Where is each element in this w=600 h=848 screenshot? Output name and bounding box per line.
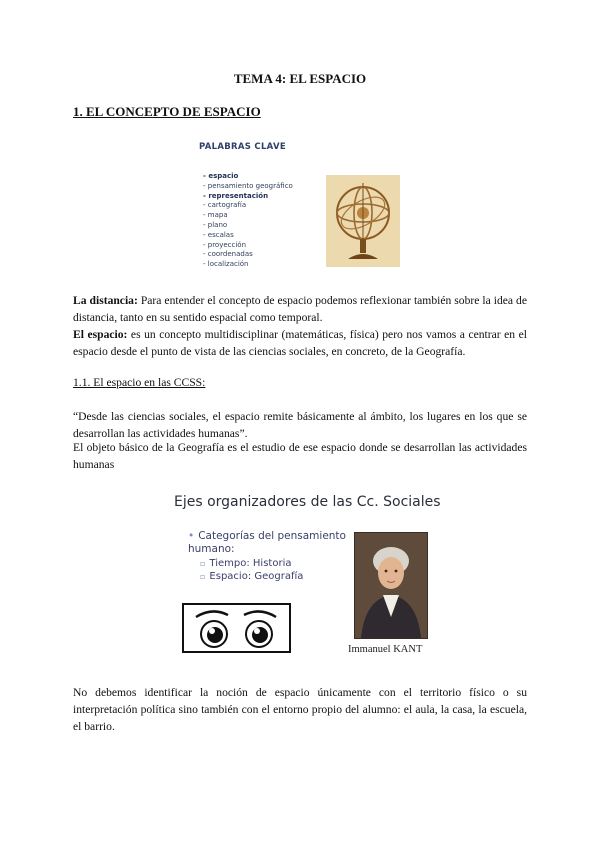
cartoon-eyes-image (182, 603, 291, 653)
closing-paragraph: No debemos identificar la noción de espacio únicamente con el territorio físico o su interpretación política sino también con el entorno propio del alumno: el aula, la casa, la escuela, el barrio. (73, 686, 527, 733)
keyword-item: - localización (203, 260, 293, 270)
distance-label: La distancia: (73, 294, 138, 307)
keyword-item: - proyección (203, 241, 293, 251)
keywords-list (203, 172, 293, 270)
subsection-heading: 1.1. El espacio en las CCSS: (73, 376, 206, 389)
space-label: El espacio: (73, 328, 128, 341)
bullet-icon: • (188, 530, 195, 542)
armillary-sphere-image (326, 175, 400, 267)
quote-paragraph: “Desde las ciencias sociales, el espacio remite básicamente al ámbito, los lugares en los que se desarrollan las actividades humanas”. (73, 410, 527, 440)
keyword-item: - plano (203, 221, 293, 231)
document-title: TEMA 4: EL ESPACIO (233, 71, 367, 86)
slide-sub-item-text: Espacio: Geografía (209, 571, 304, 582)
keyword-item: - representación (203, 192, 293, 202)
space-paragraph (73, 326, 527, 360)
keyword-item: - mapa (203, 211, 293, 221)
object-paragraph: El objeto básico de la Geografía es el estudio de ese espacio donde se desarrollan las actividades humanas (73, 441, 527, 471)
slide-title: Ejes organizadores de las Cc. Sociales (174, 494, 441, 510)
social-sciences-slide (172, 488, 440, 668)
slide-sub-item (200, 571, 303, 582)
distance-text: Para entender el concepto de espacio podemos reflexionar también sobre la idea de distancia, tanto en su sentido espacial como temporal. (73, 294, 527, 324)
sub-bullet-icon: ▫ (200, 559, 206, 568)
keyword-item: - cartografía (203, 201, 293, 211)
slide-sub-item (200, 558, 291, 569)
keyword-item: - escalas (203, 231, 293, 241)
kant-portrait-image (354, 532, 428, 639)
slide-sub-item-text: Tiempo: Historia (209, 558, 292, 569)
slide-bullet-text: Categorías del pensamiento humano: (188, 530, 346, 555)
space-text: es un concepto multidisciplinar (matemáticas, física) pero nos vamos a centrar en el espacio desde el punto de vista de las ciencias sociales, en concreto, de la Geografía. (73, 328, 527, 358)
portrait-caption: Immanuel KANT (348, 644, 423, 655)
keywords-title: PALABRAS CLAVE (199, 142, 286, 152)
keyword-item: - pensamiento geográfico (203, 182, 293, 192)
sub-bullet-icon: ▫ (200, 572, 206, 581)
keyword-item: - espacio (203, 172, 293, 182)
section-heading: 1. EL CONCEPTO DE ESPACIO (73, 104, 261, 119)
slide-bullet (188, 530, 348, 555)
keyword-item: - coordenadas (203, 250, 293, 260)
distance-paragraph (73, 292, 527, 326)
